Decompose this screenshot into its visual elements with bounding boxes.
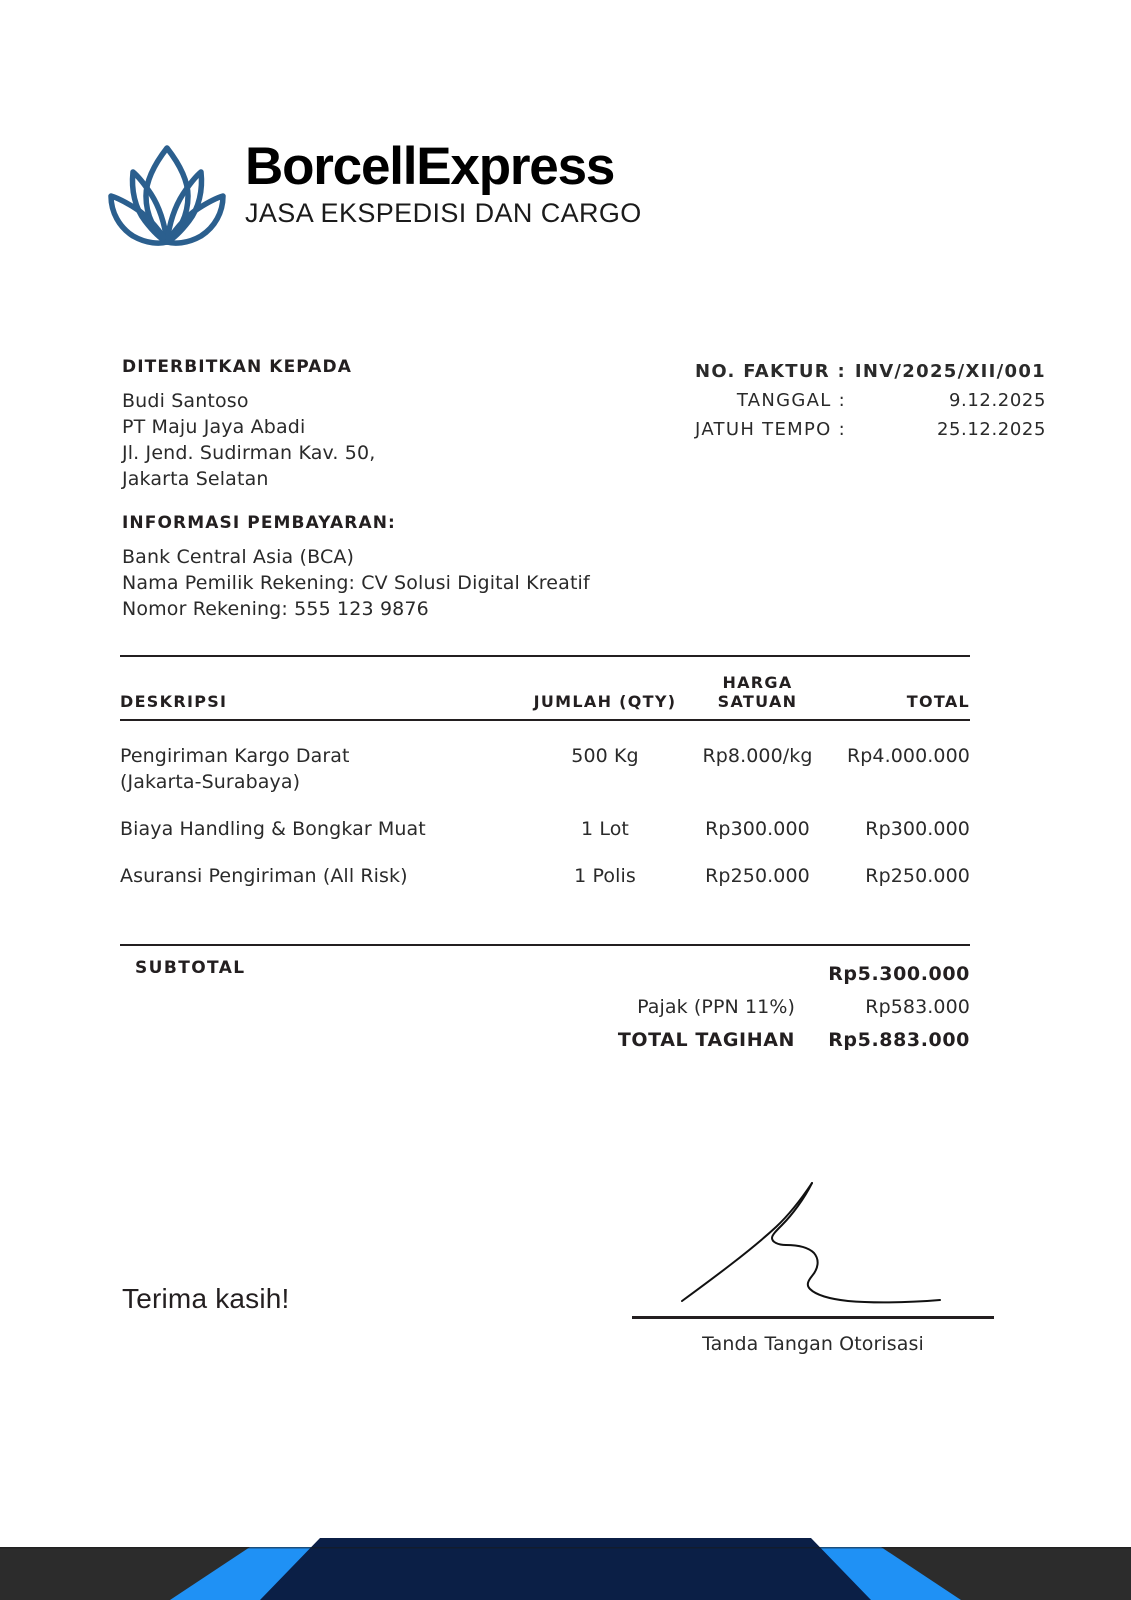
- signature-caption: Tanda Tangan Otorisasi: [702, 1333, 924, 1355]
- tax-label: Pajak (PPN 11%): [637, 996, 795, 1018]
- meta-row-date: [626, 386, 1046, 415]
- invoice-header: [105, 136, 642, 248]
- column-header-unit-price-line2: SATUAN: [717, 692, 798, 711]
- column-header-total: TOTAL: [906, 692, 970, 711]
- cell-unit-price: Rp8.000/kg: [702, 744, 813, 767]
- cell-description: Asuransi Pengiriman (All Risk): [120, 864, 408, 887]
- table-row: [120, 863, 970, 889]
- lotus-flower-icon: [105, 142, 229, 248]
- meta-label: NO. FAKTUR :: [694, 361, 846, 382]
- line-items-table: [120, 655, 970, 950]
- cell-total: Rp250.000: [865, 864, 970, 887]
- cell-total: Rp300.000: [865, 817, 970, 840]
- meta-row-due-date: [626, 415, 1046, 444]
- handwritten-signature: [672, 1175, 982, 1310]
- bill-to-line: Jakarta Selatan: [122, 468, 269, 490]
- cell-description: [120, 743, 525, 795]
- meta-value: INV/2025/XII/001: [854, 361, 1046, 382]
- cell-total: Rp4.000.000: [846, 744, 970, 767]
- table-body: [120, 721, 970, 950]
- totals-rows: [120, 946, 970, 1057]
- brand-block: [245, 136, 642, 229]
- invoice-meta-block: [626, 357, 1046, 444]
- table-row: [120, 743, 970, 795]
- bill-to-line: Jl. Jend. Sudirman Kav. 50,: [122, 442, 376, 464]
- meta-row-invoice-number: [626, 357, 1046, 386]
- meta-label: TANGGAL :: [736, 390, 846, 411]
- bill-to-block: [122, 357, 592, 492]
- cell-unit-price: Rp300.000: [705, 817, 810, 840]
- signature-area: [632, 1175, 994, 1355]
- table-row: [120, 816, 970, 842]
- column-header-unit-price-line1: HARGA: [722, 673, 793, 692]
- thanks-message: Terima kasih!: [122, 1283, 290, 1314]
- cell-description-line1: Pengiriman Kargo Darat: [120, 744, 350, 767]
- signature-line: [632, 1316, 994, 1319]
- totals-row-subtotal: [120, 958, 970, 991]
- bill-to-line: PT Maju Jaya Abadi: [122, 416, 306, 438]
- cell-qty: 1 Lot: [581, 817, 629, 840]
- subtotal-value: Rp5.300.000: [828, 963, 970, 985]
- payment-info-line: Nomor Rekening: 555 123 9876: [122, 598, 429, 620]
- payment-info-heading: INFORMASI PEMBAYARAN:: [122, 513, 396, 533]
- bill-to-heading: DITERBITKAN KEPADA: [122, 357, 353, 377]
- bill-to-line: Budi Santoso: [122, 390, 249, 412]
- column-header-description: DESKRIPSI: [120, 692, 228, 711]
- footer-gray-edge: [0, 1547, 1131, 1549]
- column-header-qty: JUMLAH (QTY): [533, 692, 677, 711]
- grand-total-label: TOTAL TAGIHAN: [617, 1029, 795, 1051]
- payment-info-line: Nama Pemilik Rekening: CV Solusi Digital Kreatif: [122, 572, 590, 594]
- meta-label: JATUH TEMPO :: [695, 419, 846, 440]
- payment-info-line: Bank Central Asia (BCA): [122, 546, 355, 568]
- cell-description-line2: (Jakarta-Surabaya): [120, 770, 301, 793]
- meta-value: 25.12.2025: [936, 419, 1046, 440]
- cell-qty: 1 Polis: [574, 864, 636, 887]
- brand-name: BorcellExpress: [245, 137, 615, 196]
- table-header-row: [120, 657, 970, 719]
- column-header-unit-price: [685, 673, 830, 711]
- brand-tagline: JASA EKSPEDISI DAN CARGO: [245, 198, 642, 229]
- cell-qty: 500 Kg: [571, 744, 639, 767]
- payment-info-block: [122, 513, 742, 622]
- tax-value: Rp583.000: [865, 996, 970, 1018]
- totals-block: [120, 944, 970, 1057]
- footer-decoration: [0, 1480, 1131, 1600]
- meta-value: 9.12.2025: [948, 390, 1046, 411]
- subtotal-label: SUBTOTAL: [135, 958, 246, 978]
- totals-row-tax: [120, 991, 970, 1024]
- totals-row-grand-total: [120, 1024, 970, 1057]
- grand-total-value: Rp5.883.000: [828, 1029, 970, 1051]
- cell-unit-price: Rp250.000: [705, 864, 810, 887]
- cell-description: Biaya Handling & Bongkar Muat: [120, 817, 426, 840]
